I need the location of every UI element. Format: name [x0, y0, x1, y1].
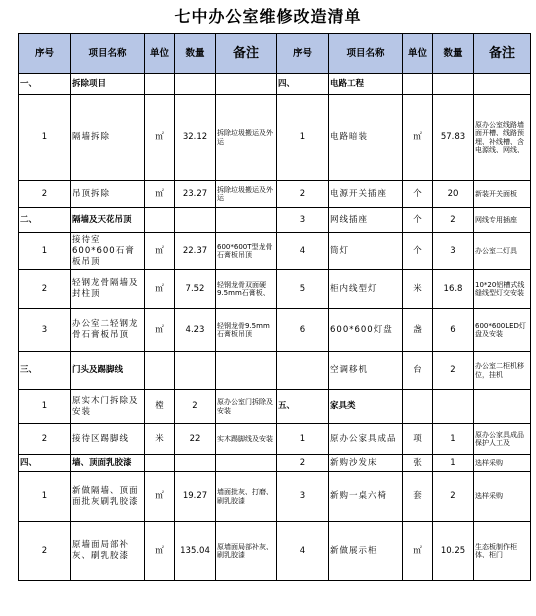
left-unit-cell: ㎡ [145, 270, 175, 309]
right-remark-cell: 10*20铝槽式线缝线型灯交安装 [474, 270, 531, 309]
right-remark-cell: 新装开关面板 [474, 181, 531, 208]
left-unit-cell [145, 352, 175, 390]
table-row [19, 95, 531, 181]
left-quantity-cell [175, 208, 216, 233]
header-remark: 备注 [474, 34, 531, 74]
table-row [19, 181, 531, 208]
left-quantity-cell: 19.27 [175, 472, 216, 522]
right-remark-cell: 生态板制作柜体、柜门 [474, 522, 531, 581]
right-index-cell: 2 [277, 181, 329, 208]
sheet-title: 七中办公室维修改造清单 [174, 7, 362, 26]
right-quantity-cell: 16.8 [433, 270, 474, 309]
right-index-cell: 3 [277, 472, 329, 522]
right-unit-cell: ㎡ [403, 95, 433, 181]
right-remark-cell: 原办公家具成品保护人工及 [474, 424, 531, 455]
right-quantity-cell [433, 74, 474, 95]
left-item-name-cell: 新做隔墙、顶面面批灰刷乳胶漆 [71, 472, 145, 522]
right-item-name-cell: 网线插座 [329, 208, 403, 233]
left-quantity-cell [175, 455, 216, 472]
left-unit-cell [145, 74, 175, 95]
header-index: 序号 [277, 34, 329, 74]
right-item-name-cell: 原办公家具成品 [329, 424, 403, 455]
left-index-cell: 1 [19, 95, 71, 181]
right-unit-cell: 米 [403, 270, 433, 309]
section-row [19, 208, 531, 233]
right-index-cell: 6 [277, 309, 329, 352]
right-remark-cell: 办公室二灯具 [474, 233, 531, 270]
right-item-name-cell: 筒灯 [329, 233, 403, 270]
right-remark-cell: 600*600LED灯盘及安装 [474, 309, 531, 352]
left-index-cell: 二、 [19, 208, 71, 233]
right-unit-cell: 台 [403, 352, 433, 390]
left-remark-cell: 墙面批灰、打磨、刷乳胶漆 [216, 472, 277, 522]
left-quantity-cell: 2 [175, 390, 216, 424]
header-remark: 备注 [216, 34, 277, 74]
right-unit-cell: 项 [403, 424, 433, 455]
right-item-name-cell: 柜内线型灯 [329, 270, 403, 309]
right-item-name-cell: 空调移机 [329, 352, 403, 390]
right-index-cell [277, 352, 329, 390]
left-index-cell: 1 [19, 390, 71, 424]
left-quantity-cell: 22 [175, 424, 216, 455]
left-index-cell: 1 [19, 233, 71, 270]
right-remark-cell: 选样采购 [474, 472, 531, 522]
right-index-cell: 2 [277, 455, 329, 472]
right-unit-cell: 个 [403, 208, 433, 233]
right-remark-cell: 办公室二柜机移位，挂机 [474, 352, 531, 390]
right-item-name-cell: 新做展示柜 [329, 522, 403, 581]
left-item-name-cell: 吊顶拆除 [71, 181, 145, 208]
left-index-cell: 1 [19, 472, 71, 522]
left-item-name-cell: 隔墙拆除 [71, 95, 145, 181]
left-unit-cell: ㎡ [145, 309, 175, 352]
left-unit-cell [145, 208, 175, 233]
left-unit-cell: ㎡ [145, 233, 175, 270]
left-remark-cell [216, 74, 277, 95]
right-unit-cell: 套 [403, 472, 433, 522]
right-unit-cell: 个 [403, 233, 433, 270]
right-quantity-cell: 1 [433, 455, 474, 472]
right-quantity-cell: 2 [433, 352, 474, 390]
right-index-cell: 5 [277, 270, 329, 309]
left-quantity-cell: 23.27 [175, 181, 216, 208]
table-row [19, 424, 531, 455]
right-item-name-cell: 电源开关插座 [329, 181, 403, 208]
right-quantity-cell: 57.83 [433, 95, 474, 181]
left-index-cell: 2 [19, 522, 71, 581]
left-unit-cell: ㎡ [145, 522, 175, 581]
left-item-name-cell: 办公室二轻钢龙骨石膏板吊顶 [71, 309, 145, 352]
left-remark-cell: 轻钢龙骨9.5mm石膏板吊顶 [216, 309, 277, 352]
header-unit: 单位 [145, 34, 175, 74]
left-item-name-cell: 墙、顶面乳胶漆 [71, 455, 145, 472]
right-unit-cell [403, 390, 433, 424]
table-row [19, 309, 531, 352]
left-unit-cell [145, 455, 175, 472]
right-unit-cell: ㎡ [403, 522, 433, 581]
right-remark-cell: 网线专用插座 [474, 208, 531, 233]
right-remark-cell [474, 74, 531, 95]
left-quantity-cell: 32.12 [175, 95, 216, 181]
left-remark-cell: 600*600T型龙骨石膏板吊顶 [216, 233, 277, 270]
repair-list-table [18, 33, 531, 581]
right-remark-cell: 选样采购 [474, 455, 531, 472]
left-unit-cell: 樘 [145, 390, 175, 424]
right-quantity-cell: 3 [433, 233, 474, 270]
table-row [19, 472, 531, 522]
header-index: 序号 [19, 34, 71, 74]
left-quantity-cell: 7.52 [175, 270, 216, 309]
left-index-cell: 2 [19, 181, 71, 208]
left-quantity-cell: 135.04 [175, 522, 216, 581]
left-index-cell: 2 [19, 270, 71, 309]
left-item-name-cell: 拆除项目 [71, 74, 145, 95]
left-unit-cell: ㎡ [145, 472, 175, 522]
left-remark-cell: 实木踢脚线及安装 [216, 424, 277, 455]
right-unit-cell: 个 [403, 181, 433, 208]
left-remark-cell: 拆除垃圾搬运及外运 [216, 95, 277, 181]
header-item-name: 项目名称 [71, 34, 145, 74]
left-index-cell: 四、 [19, 455, 71, 472]
table-body [19, 34, 531, 581]
right-index-cell: 3 [277, 208, 329, 233]
right-item-name-cell: 新购沙发床 [329, 455, 403, 472]
section-row [19, 352, 531, 390]
right-quantity-cell [433, 390, 474, 424]
left-item-name-cell: 接待室600*600石膏板吊顶 [71, 233, 145, 270]
left-item-name-cell: 原墙面局部补灰、刷乳胶漆 [71, 522, 145, 581]
left-remark-cell: 原墙面局部补灰、刷乳胶漆 [216, 522, 277, 581]
left-unit-cell: ㎡ [145, 181, 175, 208]
left-quantity-cell: 4.23 [175, 309, 216, 352]
right-quantity-cell: 2 [433, 472, 474, 522]
left-item-name-cell: 隔墙及天花吊顶 [71, 208, 145, 233]
right-remark-cell: 原办公室线路墙面开槽、线路预埋、补线槽、含电源线、网线、 [474, 95, 531, 181]
right-item-name-cell: 电路工程 [329, 74, 403, 95]
header-row [19, 34, 531, 74]
right-item-name-cell: 新购一桌六椅 [329, 472, 403, 522]
left-item-name-cell: 轻钢龙骨隔墙及封柱顶 [71, 270, 145, 309]
right-unit-cell: 张 [403, 455, 433, 472]
right-remark-cell [474, 390, 531, 424]
header-unit: 单位 [403, 34, 433, 74]
right-quantity-cell: 2 [433, 208, 474, 233]
left-quantity-cell: 22.37 [175, 233, 216, 270]
right-index-cell: 1 [277, 424, 329, 455]
left-item-name-cell: 接待区踢脚线 [71, 424, 145, 455]
section-row [19, 455, 531, 472]
left-remark-cell [216, 455, 277, 472]
table-row [19, 522, 531, 581]
left-index-cell: 3 [19, 309, 71, 352]
right-index-cell: 五、 [277, 390, 329, 424]
left-remark-cell: 拆除垃圾搬运及外运 [216, 181, 277, 208]
left-quantity-cell [175, 74, 216, 95]
section-row [19, 74, 531, 95]
left-remark-cell [216, 208, 277, 233]
left-remark-cell: 轻钢龙骨双面硬9.5mm石膏板、 [216, 270, 277, 309]
table-row [19, 270, 531, 309]
left-item-name-cell: 原实木门拆除及安装 [71, 390, 145, 424]
right-unit-cell: 盏 [403, 309, 433, 352]
table-row [19, 233, 531, 270]
right-index-cell: 4 [277, 233, 329, 270]
right-index-cell: 1 [277, 95, 329, 181]
right-quantity-cell: 10.25 [433, 522, 474, 581]
left-index-cell: 2 [19, 424, 71, 455]
table-row [19, 390, 531, 424]
right-index-cell: 4 [277, 522, 329, 581]
left-remark-cell: 原办公室门拆除及安装 [216, 390, 277, 424]
right-item-name-cell: 家具类 [329, 390, 403, 424]
header-quantity: 数量 [175, 34, 216, 74]
left-unit-cell: 米 [145, 424, 175, 455]
right-quantity-cell: 1 [433, 424, 474, 455]
right-quantity-cell: 20 [433, 181, 474, 208]
header-quantity: 数量 [433, 34, 474, 74]
right-unit-cell [403, 74, 433, 95]
right-item-name-cell: 电路暗装 [329, 95, 403, 181]
right-item-name-cell: 600*600灯盘 [329, 309, 403, 352]
left-index-cell: 三、 [19, 352, 71, 390]
left-index-cell: 一、 [19, 74, 71, 95]
left-quantity-cell [175, 352, 216, 390]
right-index-cell: 四、 [277, 74, 329, 95]
left-remark-cell [216, 352, 277, 390]
left-item-name-cell: 门头及踢脚线 [71, 352, 145, 390]
header-item-name: 项目名称 [329, 34, 403, 74]
right-quantity-cell: 6 [433, 309, 474, 352]
left-unit-cell: ㎡ [145, 95, 175, 181]
